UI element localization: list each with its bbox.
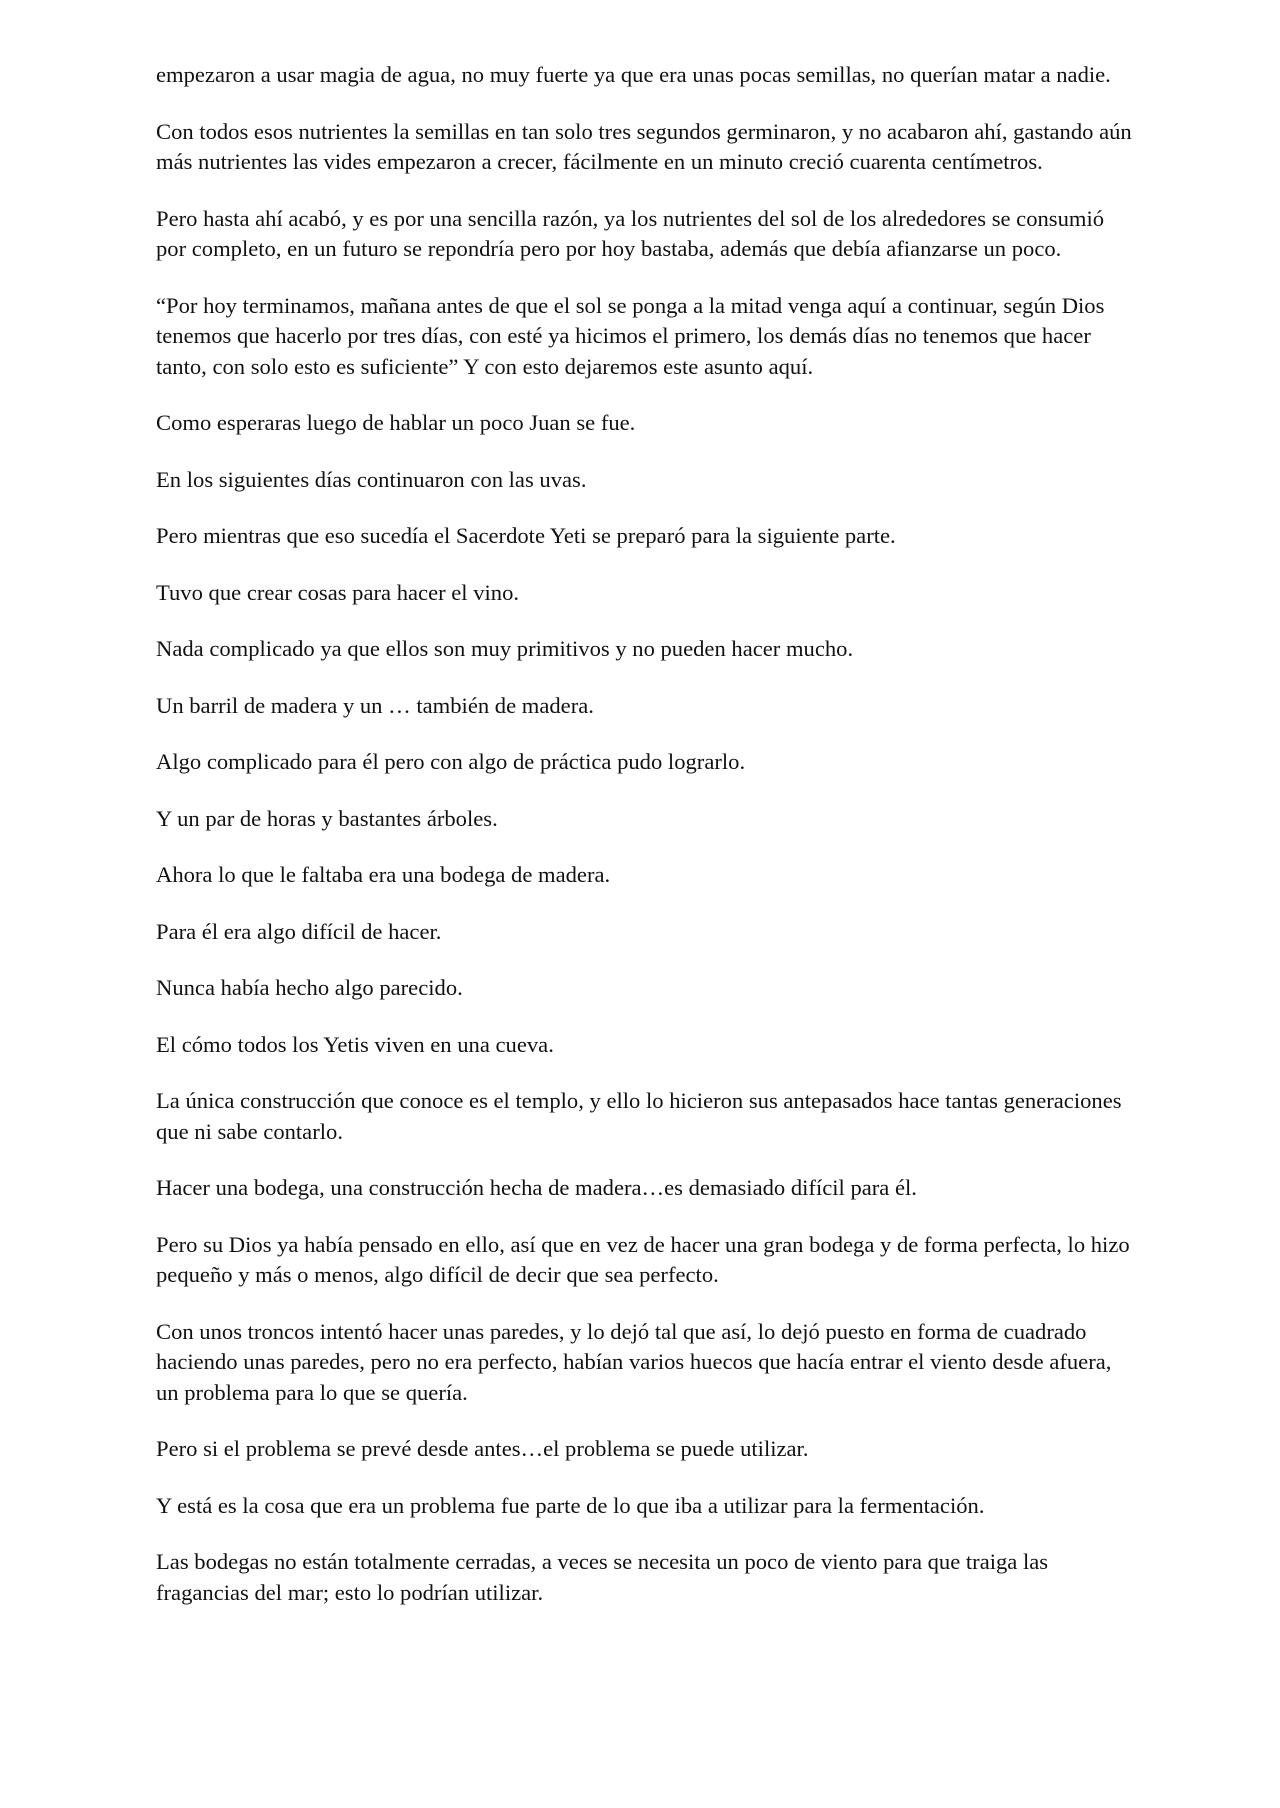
paragraph: El cómo todos los Yetis viven en una cueva. xyxy=(156,1031,554,1057)
paragraph: Ahora lo que le faltaba era una bodega de madera. xyxy=(156,862,611,887)
paragraph: Nada complicado ya que ellos son muy primitivos y no pueden hacer mucho. xyxy=(156,636,854,661)
paragraph: Pero si el problema se prevé desde antes…el problema se puede utilizar. xyxy=(156,1436,809,1461)
paragraph: En los siguientes días continuaron con las uvas. xyxy=(156,466,587,492)
paragraph: Y está es la cosa que era un problema fue parte de lo que iba a utilizar para la fermentación. xyxy=(156,1492,985,1518)
paragraph: empezaron a usar magia de agua, no muy fuerte ya que era unas pocas semillas, no querían matar a nadie. xyxy=(156,62,1111,87)
paragraph: Pero su Dios ya había pensado en ello, así que en vez de hacer una gran bodega y de forma perfecta, lo hizo pequeño y más o menos, algo difícil de decir que sea perfecto. xyxy=(156,1231,1130,1287)
paragraph: Nunca había hecho algo parecido. xyxy=(156,975,463,1000)
paragraph: Tuvo que crear cosas para hacer el vino. xyxy=(156,579,520,605)
paragraph: “Por hoy terminamos, mañana antes de que el sol se ponga a la mitad venga aquí a continuar, según Dios tenemos que hacerlo por tres días, con esté ya hicimos el primero, los demás días no tenemos que hacer tanto, con solo esto es suficiente” Y con esto dejaremos este asunto aquí. xyxy=(156,292,1105,379)
paragraph: Las bodegas no están totalmente cerradas, a veces se necesita un poco de viento para que traiga las fragancias del mar; esto lo podrían utilizar. xyxy=(156,1549,1049,1605)
paragraph: Con unos troncos intentó hacer unas paredes, y lo dejó tal que así, lo dejó puesto en forma de cuadrado haciendo unas paredes, pero no era perfecto, habían varios huecos que hacía entrar el viento desde afuera, un problema para lo que se quería. xyxy=(156,1318,1112,1405)
paragraph: Pero hasta ahí acabó, y es por una sencilla razón, ya los nutrientes del sol de los alrededores se consumió por completo, en un futuro se repondría pero por hoy bastaba, además que debía afianzarse un poco. xyxy=(156,205,1105,261)
paragraph: Un barril de madera y un … también de madera. xyxy=(156,692,594,718)
paragraph: Pero mientras que eso sucedía el Sacerdote Yeti se preparó para la siguiente parte. xyxy=(156,523,896,548)
paragraph: Hacer una bodega, una construcción hecha de madera…es demasiado difícil para él. xyxy=(156,1175,917,1200)
paragraph: Algo complicado para él pero con algo de práctica pudo lograrlo. xyxy=(156,749,746,774)
paragraph: Para él era algo difícil de hacer. xyxy=(156,918,442,944)
paragraph: Como esperaras luego de hablar un poco Juan se fue. xyxy=(156,410,636,435)
paragraph: Y un par de horas y bastantes árboles. xyxy=(156,805,498,831)
paragraph: Con todos esos nutrientes la semillas en tan solo tres segundos germinaron, y no acabaron ahí, gastando aún más nutrientes las vides empezaron a crecer, fácilmente en un minuto creció cuarenta centímetros. xyxy=(156,118,1132,174)
paragraph: La única construcción que conoce es el templo, y ello lo hicieron sus antepasados hace tantas generaciones que ni sabe contarlo. xyxy=(156,1088,1122,1144)
document-body xyxy=(156,60,1136,1634)
